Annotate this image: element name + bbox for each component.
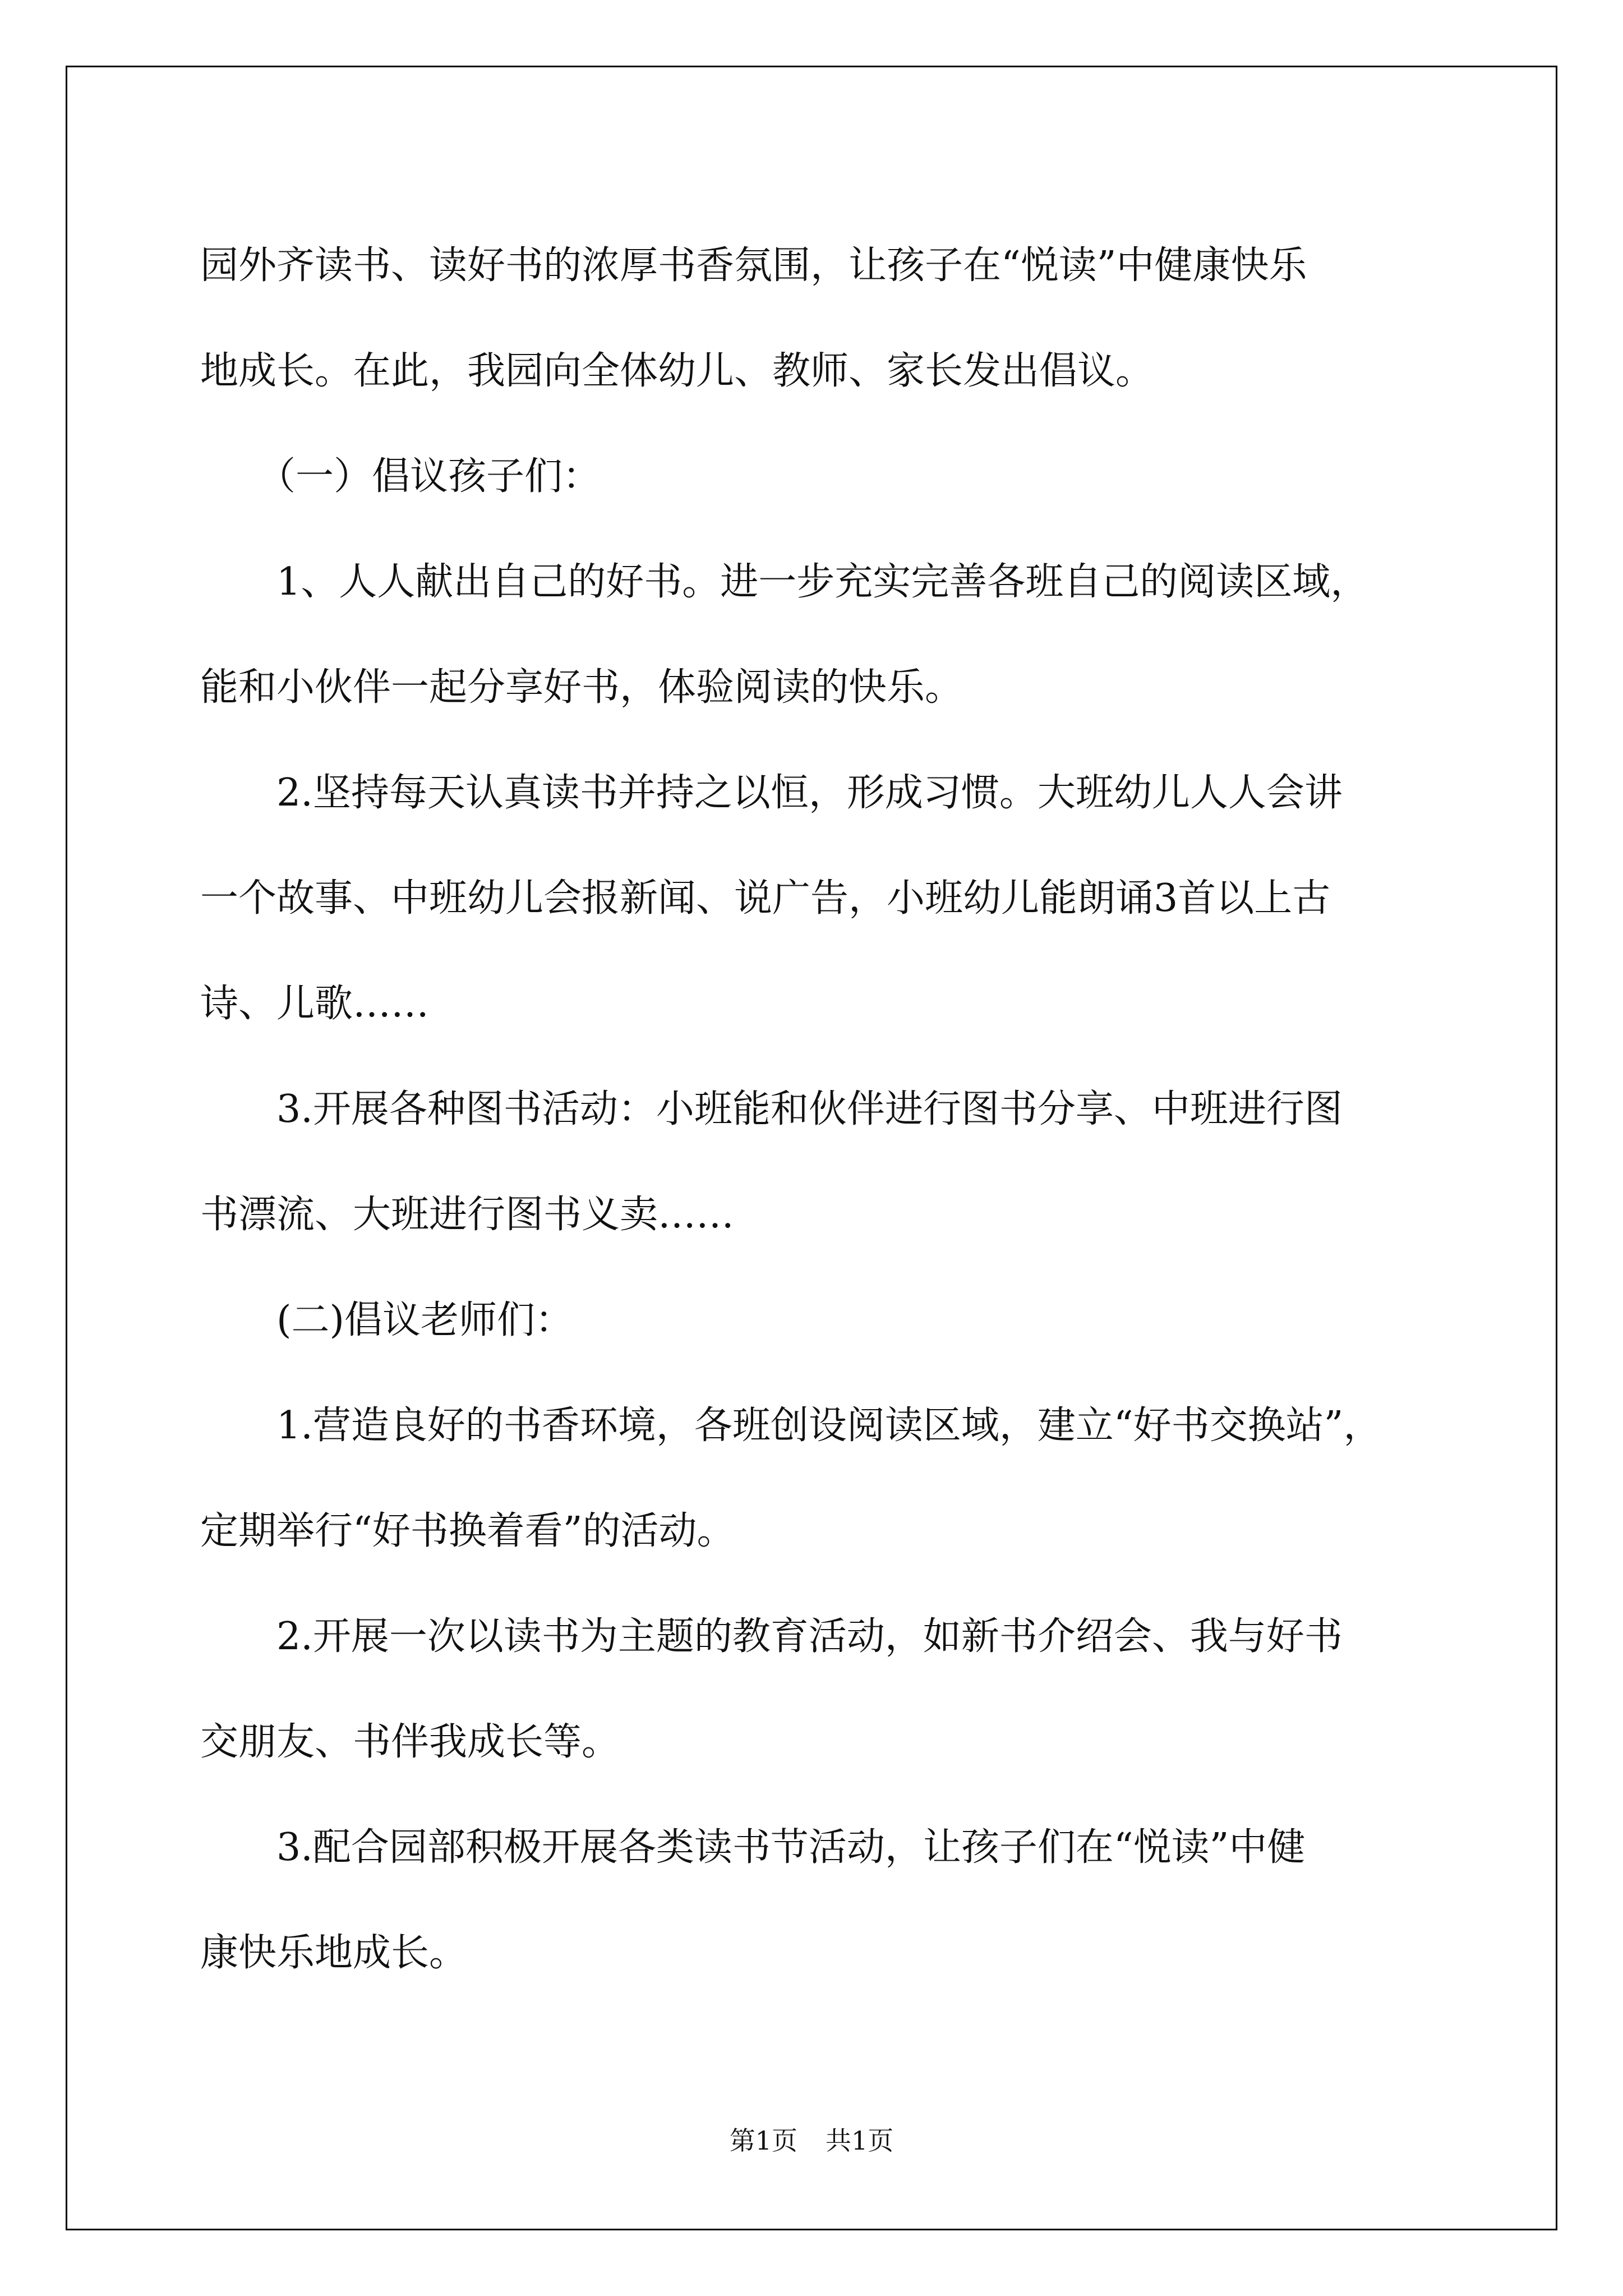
text-line: 康快乐地成长。 bbox=[200, 1931, 468, 1975]
page-number: 第1页 bbox=[729, 2125, 797, 2156]
text-line: 地成长。在此，我园向全体幼儿、教师、家长发出倡议。 bbox=[200, 349, 1154, 393]
document-body bbox=[200, 213, 1423, 2006]
text-line: 诗、儿歌…… bbox=[200, 982, 430, 1026]
text-line: 2.开展一次以读书为主题的教育活动，如新书介绍会、我与好书 bbox=[200, 1614, 1343, 1659]
text-line: 1.营造良好的书香环境，各班创设阅读区域，建立“好书交换站”， bbox=[200, 1404, 1382, 1448]
section-heading-teachers: (二)倡议老师们： bbox=[200, 1298, 574, 1342]
page-footer bbox=[0, 2120, 1623, 2157]
text-line: 交朋友、书伴我成长等。 bbox=[200, 1720, 620, 1764]
text-line: 能和小伙伴一起分享好书，体验阅读的快乐。 bbox=[200, 665, 963, 710]
text-line: 一个故事、中班幼儿会报新闻、说广告，小班幼儿能朗诵3首以上古 bbox=[200, 876, 1331, 921]
text-line: 园外齐读书、读好书的浓厚书香氛围，让孩子在“悦读”中健康快乐 bbox=[200, 243, 1307, 288]
text-line: 书漂流、大班进行图书义卖…… bbox=[200, 1193, 735, 1237]
text-line: 1、人人献出自己的好书。进一步充实完善各班自己的阅读区域， bbox=[200, 560, 1369, 604]
text-line: 2.坚持每天认真读书并持之以恒，形成习惯。大班幼儿人人会讲 bbox=[200, 771, 1343, 815]
text-line: 3.开展各种图书活动：小班能和伙伴进行图书分享、中班进行图 bbox=[200, 1087, 1343, 1131]
text-line: 定期举行“好书换着看”的活动。 bbox=[200, 1509, 735, 1553]
text-line: 3.配合园部积极开展各类读书节活动，让孩子们在“悦读”中健 bbox=[200, 1825, 1306, 1870]
page-total: 共1页 bbox=[826, 2125, 894, 2156]
section-heading-children: （一）倡议孩子们： bbox=[200, 454, 601, 499]
